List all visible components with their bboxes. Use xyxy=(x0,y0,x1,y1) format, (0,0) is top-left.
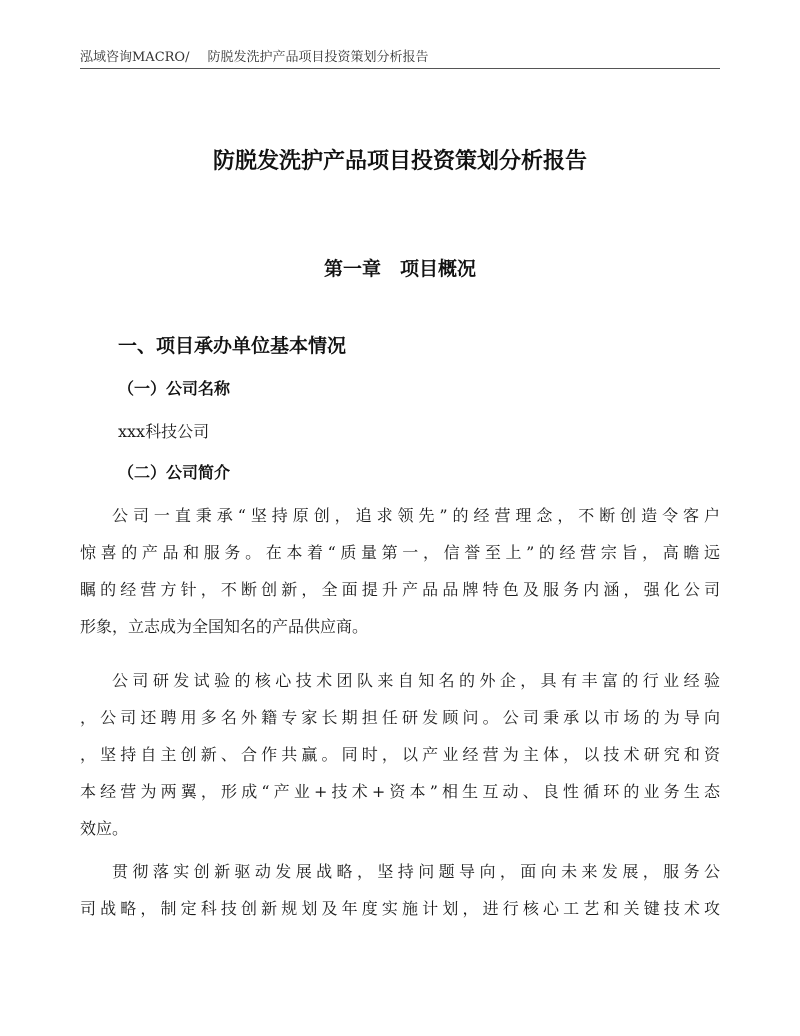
running-header xyxy=(80,46,720,68)
paragraph-line: 惊喜的产品和服务。在本着“质量第一，信誉至上”的经营宗旨，高瞻远 xyxy=(80,543,720,562)
paragraph-line: 公司研发试验的核心技术团队来自知名的外企，具有丰富的行业经验 xyxy=(112,671,720,690)
paragraph-line: ，公司还聘用多名外籍专家长期担任研发顾问。公司秉承以市场的为导向 xyxy=(80,708,720,727)
subsection-heading-company-name: （一）公司名称 xyxy=(118,379,231,398)
paragraph-line: 形象，立志成为全国知名的产品供应商。 xyxy=(80,617,369,636)
paragraph-line: 瞩的经营方针，不断创新，全面提升产品品牌特色及服务内涵，强化公司 xyxy=(80,580,720,599)
section-heading: 一、项目承办单位基本情况 xyxy=(118,335,347,357)
paragraph xyxy=(80,497,720,645)
header-divider xyxy=(80,68,720,69)
paragraph-line: 贯彻落实创新驱动发展战略，坚持问题导向，面向未来发展，服务公 xyxy=(112,862,720,881)
paragraph xyxy=(80,853,720,927)
header-source: 泓域咨询MACRO/ xyxy=(80,50,190,65)
paragraph-line: 公司一直秉承“坚持原创，追求领先”的经营理念，不断创造令客户 xyxy=(112,506,720,525)
subsection-heading-company-profile: （二）公司简介 xyxy=(118,463,231,482)
header-doc-title: 防脱发洗护产品项目投资策划分析报告 xyxy=(207,50,429,65)
paragraph-line: ，坚持自主创新、合作共赢。同时，以产业经营为主体，以技术研究和资 xyxy=(80,745,720,764)
chapter-heading: 第一章 项目概况 xyxy=(323,258,476,280)
paragraph-line: 本经营为两翼，形成“产业+技术+资本”相生互动、良性循环的业务生态 xyxy=(80,782,720,801)
paragraph xyxy=(80,662,720,847)
company-name-text: xxx科技公司 xyxy=(118,422,210,441)
paragraph-line: 效应。 xyxy=(80,819,129,838)
paragraph-line: 司战略，制定科技创新规划及年度实施计划，进行核心工艺和关键技术攻 xyxy=(80,899,720,918)
document-title: 防脱发洗护产品项目投资策划分析报告 xyxy=(212,149,587,174)
